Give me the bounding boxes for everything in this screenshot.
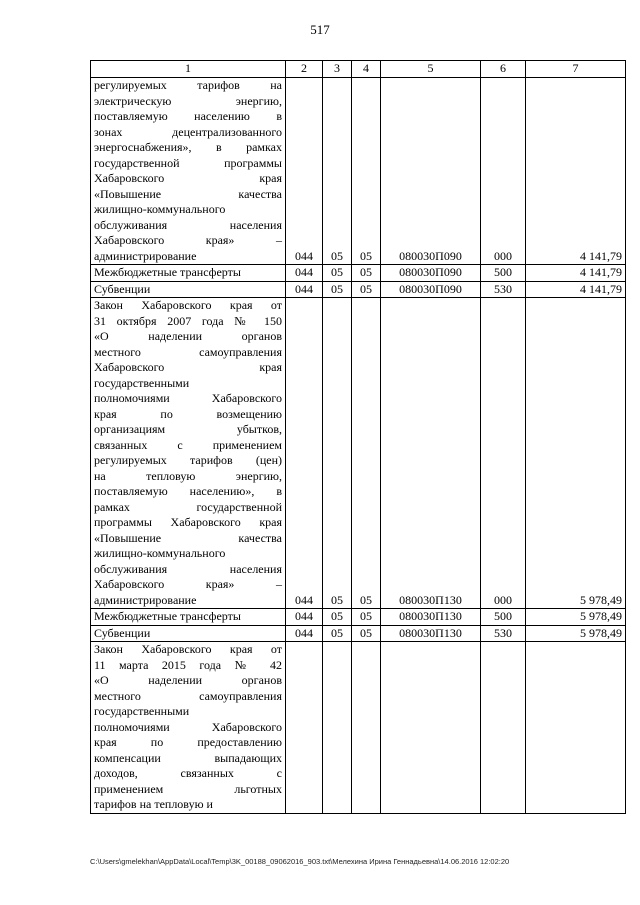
row-name-line: тарифов на тепловую и — [94, 797, 213, 811]
section-cell: 05 — [323, 609, 352, 626]
row-name-line: компенсации выпадающих — [94, 750, 282, 765]
row-name-line: Субвенции — [94, 281, 151, 296]
amount-cell: 5 978,49 — [526, 625, 626, 642]
table-row — [91, 281, 626, 298]
row-name-line: полномочиями Хабаровского — [94, 719, 282, 734]
code-cell: 044 — [286, 281, 323, 298]
target-article-cell — [381, 642, 481, 814]
row-name-line: применением льготных — [94, 781, 282, 796]
amount-cell: 5 978,49 — [526, 609, 626, 626]
target-article-cell: 080030П130 — [381, 298, 481, 609]
row-name-line: государственной программы — [94, 155, 282, 170]
row-name-line: «О наделении органов — [94, 329, 282, 343]
row-name-line: «О наделении органов — [94, 673, 282, 687]
column-header: 7 — [526, 61, 626, 78]
table-body — [91, 78, 626, 814]
amount-cell: 4 141,79 — [526, 281, 626, 298]
target-article-cell: 080030П130 — [381, 625, 481, 642]
row-name-line: Хабаровского края» – — [94, 577, 282, 591]
subsection-cell — [352, 642, 381, 814]
row-name-line: на тепловую энергию, — [94, 468, 282, 483]
target-article-cell: 080030П130 — [381, 609, 481, 626]
row-name-cell — [91, 281, 286, 298]
row-name-line: 11 марта 2015 года № 42 — [94, 657, 282, 672]
amount-cell: 5 978,49 — [526, 298, 626, 609]
section-cell: 05 — [323, 625, 352, 642]
target-article-cell: 080030П090 — [381, 265, 481, 282]
subsection-cell: 05 — [352, 298, 381, 609]
row-name-line: поставляемую населению», в — [94, 484, 282, 498]
row-name-line: регулируемых тарифов (цен) — [94, 453, 282, 467]
code-cell: 044 — [286, 609, 323, 626]
row-name-line: Межбюджетные трансферты — [94, 609, 241, 623]
row-name-line: края по возмещению — [94, 406, 282, 421]
row-name-line: края по предоставлению — [94, 735, 282, 749]
expense-type-cell: 500 — [481, 609, 526, 626]
row-name-cell — [91, 642, 286, 814]
column-header: 4 — [352, 61, 381, 78]
section-cell: 05 — [323, 265, 352, 282]
row-name-line: жилищно-коммунального — [94, 546, 226, 560]
column-header: 2 — [286, 61, 323, 78]
amount-cell: 4 141,79 — [526, 265, 626, 282]
row-name-cell — [91, 298, 286, 609]
target-article-cell: 080030П090 — [381, 78, 481, 265]
row-name-line: зонах децентрализованного — [94, 124, 282, 139]
section-cell: 05 — [323, 281, 352, 298]
code-cell — [286, 642, 323, 814]
row-name-cell — [91, 265, 286, 282]
row-name-line: электрическую энергию, — [94, 93, 282, 108]
section-cell: 05 — [323, 298, 352, 609]
row-name-line: программы Хабаровского края — [94, 515, 282, 529]
code-cell: 044 — [286, 298, 323, 609]
subsection-cell: 05 — [352, 609, 381, 626]
row-name-line: обслуживания населения — [94, 561, 282, 576]
row-name-line: жилищно-коммунального — [94, 202, 226, 216]
row-name-line: обслуживания населения — [94, 217, 282, 232]
row-name-line: Субвенции — [94, 625, 151, 640]
row-name-line: Хабаровского края — [94, 171, 282, 185]
subsection-cell: 05 — [352, 625, 381, 642]
row-name-line: «Повышение качества — [94, 186, 282, 201]
column-header: 5 — [381, 61, 481, 78]
target-article-cell: 080030П090 — [381, 281, 481, 298]
row-name-line: государственными — [94, 375, 190, 390]
code-cell: 044 — [286, 78, 323, 265]
amount-cell — [526, 642, 626, 814]
subsection-cell: 05 — [352, 265, 381, 282]
table-row — [91, 642, 626, 814]
row-name-line: государственными — [94, 704, 190, 718]
expense-type-cell: 000 — [481, 78, 526, 265]
column-header: 1 — [91, 61, 286, 78]
code-cell: 044 — [286, 625, 323, 642]
footer-path: C:\Users\gmelekhan\AppData\Local\Temp\3K_00188_09062016_903.txt\Мелехина Ирина Геннадьевна\14.06.2016 12:02:20 — [90, 857, 510, 866]
expense-type-cell: 500 — [481, 265, 526, 282]
column-header: 3 — [323, 61, 352, 78]
row-name-line: Закон Хабаровского края от — [94, 298, 282, 312]
table-row — [91, 298, 626, 609]
row-name-line: Закон Хабаровского края от — [94, 642, 282, 656]
row-name-line: полномочиями Хабаровского — [94, 391, 282, 405]
subsection-cell: 05 — [352, 78, 381, 265]
table-row — [91, 609, 626, 626]
row-name-line: доходов, связанных с — [94, 766, 282, 780]
row-name-line: поставляемую населению в — [94, 109, 282, 123]
row-name-cell — [91, 625, 286, 642]
row-name-line: местного самоуправления — [94, 344, 282, 359]
row-name-line: Хабаровского края — [94, 360, 282, 374]
table-row — [91, 265, 626, 282]
table-row — [91, 78, 626, 265]
budget-table — [90, 60, 626, 814]
table-row — [91, 625, 626, 642]
row-name-line: администрирование — [94, 592, 197, 607]
row-name-line: Хабаровского края» – — [94, 233, 282, 247]
expense-type-cell — [481, 642, 526, 814]
row-name-line: Межбюджетные трансферты — [94, 265, 241, 279]
row-name-line: администрирование — [94, 248, 197, 263]
row-name-line: 31 октября 2007 года № 150 — [94, 313, 282, 328]
header-row — [91, 61, 626, 78]
row-name-line: местного самоуправления — [94, 688, 282, 703]
row-name-line: связанных с применением — [94, 437, 282, 452]
code-cell: 044 — [286, 265, 323, 282]
column-header: 6 — [481, 61, 526, 78]
expense-type-cell: 000 — [481, 298, 526, 609]
amount-cell: 4 141,79 — [526, 78, 626, 265]
expense-type-cell: 530 — [481, 281, 526, 298]
page-number: 517 — [310, 22, 330, 37]
row-name-line: рамках государственной — [94, 499, 282, 514]
expense-type-cell: 530 — [481, 625, 526, 642]
row-name-line: энергоснабжения», в рамках — [94, 140, 282, 154]
row-name-line: «Повышение качества — [94, 530, 282, 545]
row-name-cell — [91, 609, 286, 626]
subsection-cell: 05 — [352, 281, 381, 298]
row-name-line: организациям убытков, — [94, 422, 282, 436]
section-cell: 05 — [323, 78, 352, 265]
row-name-line: регулируемых тарифов на — [94, 78, 282, 92]
section-cell — [323, 642, 352, 814]
row-name-cell — [91, 78, 286, 265]
